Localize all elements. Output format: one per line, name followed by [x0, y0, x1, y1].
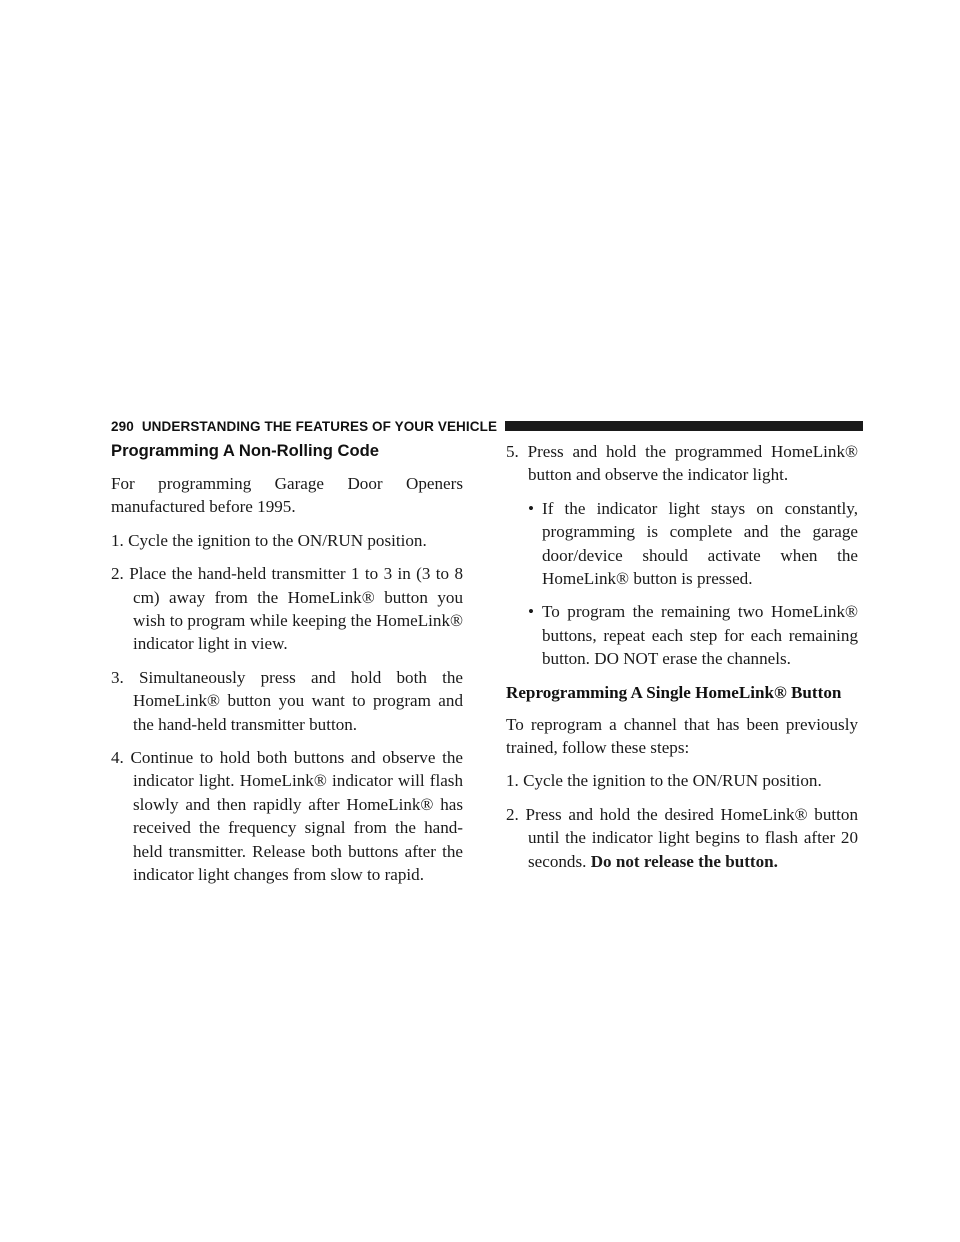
intro-paragraph: To reprogram a channel that has been previously trained, follow these steps: [506, 714, 858, 758]
step-text: 2. Press and hold the desired HomeLink® button until the indicator light begins to flash after 20 seconds. [506, 804, 858, 871]
section-title: Programming A Non-Rolling Code [111, 441, 379, 460]
running-header [111, 417, 863, 435]
right-column [506, 440, 858, 883]
step-item: 1. Cycle the ignition to the ON/RUN position. [111, 530, 427, 550]
step-item: 2. Place the hand-held transmitter 1 to 3 in (3 to 8 cm) away from the HomeLink® button you wish to program while keeping the HomeLink® indicator light in view. [111, 564, 463, 654]
step-item: 1. Cycle the ignition to the ON/RUN position. [506, 771, 822, 791]
bullet-text: To program the remaining two HomeLink® buttons, repeat each step for each remaining button. DO NOT erase the channels. [542, 602, 858, 669]
subsection-title: Reprogramming A Single HomeLink® Button [506, 682, 842, 702]
bullet-icon: • [528, 498, 534, 518]
bullet-item [506, 497, 858, 591]
step-item: 3. Simultaneously press and hold both the HomeLink® button you want to program and the hand-held transmitter button. [111, 667, 463, 734]
intro-paragraph: For programming Garage Door Openers manufactured before 1995. [111, 474, 463, 517]
step-item: 5. Press and hold the programmed HomeLink® button and observe the indicator light. [506, 442, 858, 485]
bullet-icon: • [528, 602, 534, 622]
step-emphasis: Do not release the button. [590, 851, 778, 871]
step-item [506, 803, 858, 873]
header-rule [505, 421, 863, 431]
bullet-text: If the indicator light stays on constantly, programming is complete and the garage door/device should activate when the HomeLink® button is pressed. [542, 498, 858, 589]
left-column [111, 440, 463, 897]
bullet-item [506, 600, 858, 670]
step-item: 4. Continue to hold both buttons and observe the indicator light. HomeLink® indicator will flash slowly and then rapidly after HomeLink® has received the frequency signal from the hand-held transmitter. Release both buttons after the indicator light changes from slow to rapid. [111, 748, 463, 885]
page-number: 290 [111, 418, 134, 434]
running-title: UNDERSTANDING THE FEATURES OF YOUR VEHICLE [141, 418, 498, 434]
